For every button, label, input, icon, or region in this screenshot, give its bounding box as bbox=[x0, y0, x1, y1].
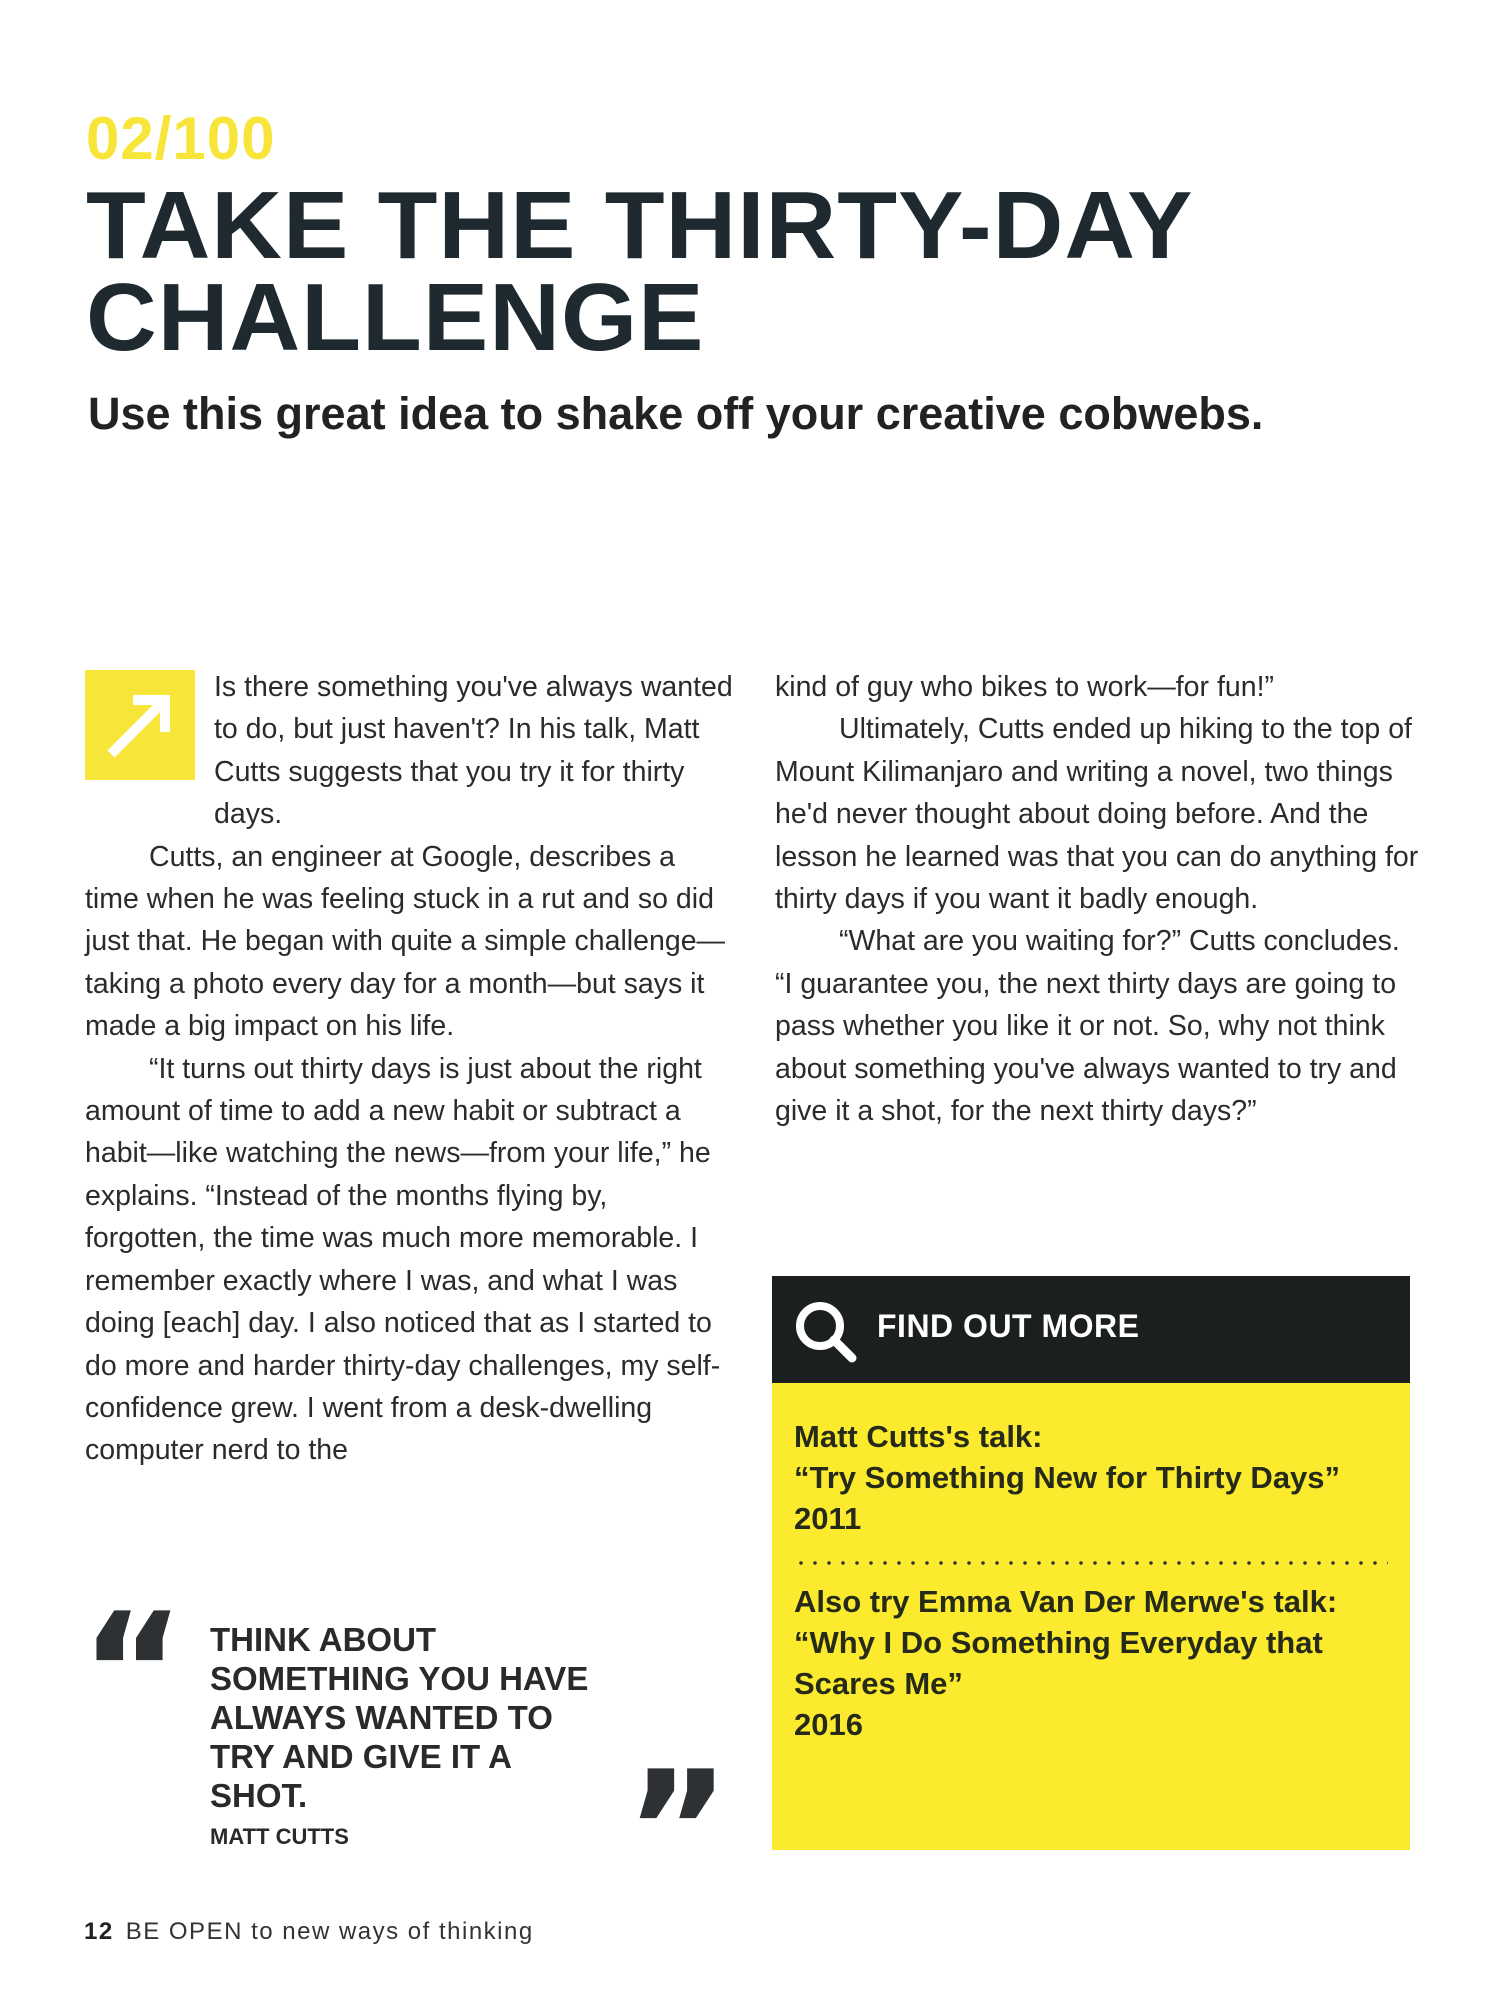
pull-quote-author: MATT CUTTS bbox=[210, 1824, 349, 1849]
article-paragraph: Ultimately, Cutts ended up hiking to the top of Mount Kilimanjaro and writing a novel, two things he'd never thought about doing before. And the lesson he learned was that you can do anything for thirty days if you want it badly enough. bbox=[775, 713, 1419, 916]
article-paragraph: Is there something you've always wanted to do, but just haven't? In his talk, Matt Cutts suggests that you try it for thirty days. bbox=[214, 671, 733, 831]
article-column-2 bbox=[775, 666, 1425, 1132]
find-out-more-header bbox=[772, 1276, 1410, 1383]
talk-year: 2011 bbox=[794, 1501, 862, 1536]
find-out-more-box bbox=[772, 1276, 1410, 1850]
talk-title[interactable]: “Try Something New for Thirty Days” bbox=[794, 1460, 1341, 1495]
talk-reference bbox=[794, 1581, 1394, 1745]
section-label: BE OPEN to new ways of thinking bbox=[125, 1918, 534, 1945]
close-quote-icon: ” bbox=[625, 1736, 731, 1923]
pull-quote bbox=[80, 1578, 731, 1923]
page-number: 12 bbox=[84, 1918, 114, 1945]
talk-title[interactable]: “Why I Do Something Everyday that Scares Me” bbox=[794, 1625, 1323, 1701]
pull-quote-text: THINK ABOUT SOMETHING YOU HAVE ALWAYS WANTED TO TRY AND GIVE IT A SHOT. bbox=[210, 1621, 589, 1814]
talk-intro: Matt Cutts's talk: bbox=[794, 1419, 1043, 1454]
article-number: 02/100 bbox=[86, 105, 276, 172]
page-footer bbox=[84, 1918, 534, 1946]
subtitle: Use this great idea to shake off your creative cobwebs. bbox=[88, 388, 1264, 439]
article-paragraph: kind of guy who bikes to work—for fun!” bbox=[775, 671, 1274, 703]
article-paragraph: “What are you waiting for?” Cutts concludes. “I guarantee you, the next thirty days are going to pass whether you like it or not. So, why not think about something you've always wanted to try and give it a shot, for the next thirty days?” bbox=[775, 925, 1400, 1128]
article-column-1 bbox=[85, 666, 735, 1472]
page-title bbox=[86, 172, 1194, 371]
search-icon bbox=[792, 1298, 862, 1368]
talk-reference bbox=[794, 1416, 1340, 1539]
talk-intro: Also try Emma Van Der Merwe's talk: bbox=[794, 1584, 1338, 1619]
article-paragraph: “It turns out thirty days is just about the right amount of time to add a new habit or subtract a habit—like watching the news—from your life,” he explains. “Instead of the months flying by, forgotten, the time was much more memorable. I remember exactly where I was, and what I was doing [each] day. I also noticed that as I started to do more and harder thirty-day challenges, my self-confidence grew. I went from a desk-dwelling computer nerd to the bbox=[85, 1052, 721, 1467]
dotted-divider bbox=[794, 1561, 1388, 1565]
talk-year: 2016 bbox=[794, 1707, 863, 1742]
find-out-more-title: FIND OUT MORE bbox=[877, 1308, 1140, 1344]
title-line-1: TAKE THE THIRTY-DAY bbox=[86, 172, 1194, 279]
article-paragraph: Cutts, an engineer at Google, describes a time when he was feeling stuck in a rut and so did just that. He began with quite a simple challenge—taking a photo every day for a month—but says it made a big impact on his life. bbox=[85, 840, 726, 1043]
open-quote-icon: “ bbox=[80, 1578, 186, 1765]
title-line-2: CHALLENGE bbox=[86, 264, 705, 371]
